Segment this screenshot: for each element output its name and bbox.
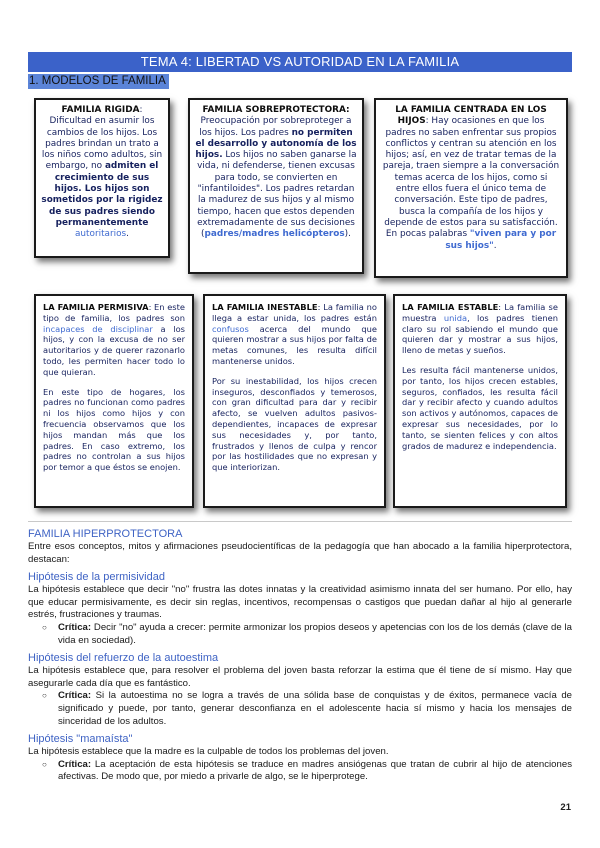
box-text: a los hijos, y con la excusa de no ser autoritarios y de querer razonarlo todo, les permiten hacer todo lo que quieran.: [43, 323, 185, 377]
box-title: LA FAMILIA INESTABLE: [212, 302, 318, 312]
critique-text: Decir "no" ayuda a crecer: permite armonizar los propios deseos y apetencias con los de los demás (clave de la vida en sociedad).: [58, 621, 572, 646]
section-divider: [28, 521, 572, 522]
box-title: LA FAMILIA PERMISIVA: [43, 302, 149, 312]
box-text: , los padres tienen claro su rol sabiendo el mundo que quieren dar y mostrar a sus hijos, lleno de metas y sueños.: [402, 312, 559, 356]
box-text: : La familia se muestra: [402, 302, 558, 323]
box-familia-estable: [393, 294, 567, 508]
box-text-highlight: "viven para y por sus hijos": [445, 229, 557, 251]
box-title: FAMILIA RIGIDA: [61, 105, 140, 115]
critique-text: Si la autoestima no se logra a través de una sólida base de conquistas y de éxitos, permanece vacía de significado y puede, por tanto, generar desconfianza en el adolescente hacia sí mismo y hacia los mensajes de sinceridad de los adultos.: [58, 690, 572, 727]
hypothesis-paragraph: La hipótesis establece que decir "no" frustra las dotes innatas y la creatividad asimismo innata del ser humano. Por ello, hay que educar permisivamente, es decir sin reglas, incentivos, recompensas o castigos que puedan dañar al hijo al generarle estrés, frustraciones y traumas.: [28, 584, 572, 621]
box-text: : Hay ocasiones en que los padres no saben enfrentar sus propios conflictos y centran su atención en los hijos; así, en vez de tratar temas de la pareja, traen siempre a la conversación temas acerca de los hijos, como si entre ellos fuera el único tema de conversación. Este tipo de padres, busca la compañía de los hijos y depende de estos para su satisfacción. En pocas palabras: [382, 116, 560, 240]
hypothesis-heading-mamaista: Hipótesis "mamaísta": [28, 733, 133, 746]
box-title: LA FAMILIA CENTRADA EN LOS HIJOS: [395, 105, 547, 127]
section-title: FAMILIA HIPERPROTECTORA: [28, 528, 183, 540]
chapter-banner: TEMA 4: LIBERTAD VS AUTORIDAD EN LA FAMILIA: [28, 52, 572, 72]
critique-list: [28, 759, 572, 784]
box-text: Los hijos no saben ganarse la vida, ni defenderse, tienen excusas para todo, se convierten en "infantiloides". Los padres retardan la madurez de sus hijos y al mismo tiempo, hacen que estos dependen extremadamente de sus decisiones (: [197, 150, 357, 240]
bullet-circle-icon: ○: [42, 759, 47, 769]
box-paragraph: Les resulta fácil mantenerse unidos, por tanto, los hijos crecen estables, seguros, confiados, les resulta fácil dar y recibir afecto y cuando adultos son activos y autónomos, capaces de expresar sus necesidades, por lo tanto, se sienten felices y con altos grados de madurez e independencia.: [402, 364, 558, 451]
box-text: .: [126, 229, 129, 240]
critique-label: Crítica:: [58, 690, 92, 702]
critique-label: Crítica:: [58, 758, 92, 770]
critique-list: [28, 622, 572, 647]
hiperprotectora-section: [28, 527, 572, 784]
box-familia-inestable: [203, 294, 386, 508]
critique-list: [28, 690, 572, 728]
hypothesis-paragraph: La hipótesis establece que la madre es la culpable de todos los problemas del joven.: [28, 746, 389, 758]
box-text: ).: [344, 229, 351, 240]
box-title: LA FAMILIA ESTABLE: [402, 302, 499, 312]
critique-label: Crítica:: [58, 621, 92, 633]
box-title: FAMILIA SOBREPROTECTORA:: [202, 105, 350, 115]
critique-item: [42, 621, 572, 647]
box-text: .: [493, 240, 497, 251]
box-text-highlight: unida: [443, 312, 468, 323]
box-familia-permisiva: [34, 294, 194, 508]
section-subheading: 1. MODELOS DE FAMILIA: [28, 74, 169, 89]
box-paragraph: En este tipo de hogares, los padres no funcionan como padres ni los hijos como hijos y con frecuencia observamos que los hijos mandan más que los padres. En caso extremo, los padres no controlan a sus hijos por temor a que éstos se enojen.: [43, 386, 185, 473]
bullet-circle-icon: ○: [42, 622, 47, 632]
box-text: : La familia no llega a estar unida, los padres están: [212, 302, 377, 323]
box-text-bold: no permiten el desarrollo y autonomía de los hijos.: [195, 127, 357, 161]
box-text-bold: admiten el crecimiento de sus hijos. Los hijos son sometidos por la rigidez de sus padres siendo permanentemente: [41, 161, 163, 228]
box-text: acerca del mundo que quieren mostrar a sus hijos por falta de metas comunes, les resulta difícil mantenerse unidos.: [212, 323, 377, 366]
hypothesis-paragraph: La hipótesis establece que, para resolver el problema del joven basta reforzar la estima que él tiene de sí mismo. Hay que asegurarle cada día que es fantástico.: [28, 665, 572, 689]
critique-item: [42, 690, 572, 728]
page-number: 21: [560, 802, 571, 813]
box-text-highlight: padres/madres helicópteros: [204, 229, 345, 240]
box-text: : En este tipo de familia, los padres son: [43, 302, 185, 323]
box-text-highlight: confusos: [212, 323, 249, 334]
box-text-highlight: autoritarios: [74, 229, 127, 240]
hypothesis-heading-autoestima: Hipótesis del refuerzo de la autoestima: [28, 652, 219, 665]
box-text: : Dificultad en asumir los cambios de los hijos. Los padres brindan un trato a los niños como adultos, sin embargo, no: [41, 105, 163, 172]
critique-text: La aceptación de esta hipótesis se traduce en madres ansiógenas que tratan de cubrir al hijo de atenciones afectivas. De modo que, por miedo a privarle de algo, se le hiperprotege.: [58, 758, 572, 783]
box-text: Preocupación por sobreproteger a los hijos. Los padres: [199, 116, 352, 138]
box-text-highlight: incapaces de disciplinar: [43, 323, 153, 334]
box-familia-centrada-hijos: [374, 98, 568, 278]
critique-item: [42, 758, 572, 784]
hypothesis-heading-permisividad: Hipótesis de la permisividad: [28, 571, 165, 584]
box-familia-sobreprotectora: [188, 98, 364, 274]
box-paragraph: Por su inestabilidad, los hijos crecen inseguros, desconfiados y temerosos, con gran dificultad para dar y recibir afecto, se vuelven adultos pasivos-dependientes, incapaces de expresar sus necesidades y, por tanto, frustrados y llenos de culpa y rencor por las hostilidades que no expresan y que interiorizan.: [212, 375, 377, 473]
bullet-circle-icon: ○: [42, 691, 47, 701]
intro-paragraph: Entre esos conceptos, mitos y afirmaciones pseudocientíficas de la pedagogía que han abocado a la familia hiperprotectora, destacan:: [28, 541, 572, 565]
box-familia-rigida: [34, 98, 170, 258]
